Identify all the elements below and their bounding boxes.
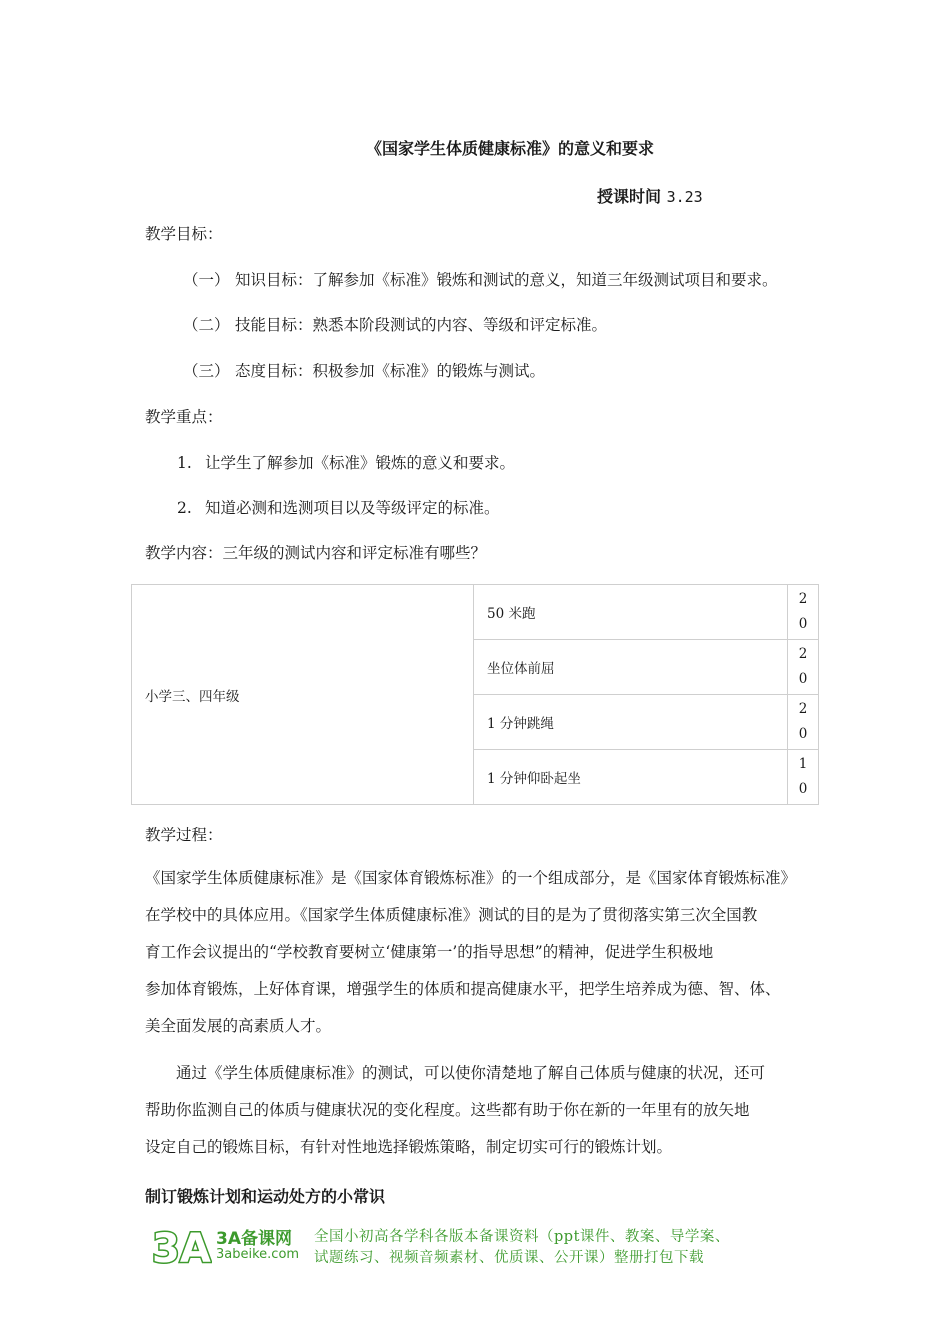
test-item-cell: 1 分钟仰卧起坐	[474, 750, 788, 805]
weight-digit: 0	[798, 781, 808, 797]
weight-cell	[788, 695, 819, 750]
weight-digit: 0	[798, 616, 808, 632]
paragraph-line: 育工作会议提出的“学校教育要树立‘健康第一’的指导思想”的精神，促进学生积极地	[145, 943, 714, 961]
keypoints-heading: 教学重点：	[145, 408, 223, 426]
objective-number: （二）	[183, 316, 230, 334]
weight-digit: 2	[798, 646, 808, 662]
weight-cell	[788, 640, 819, 695]
site-name: 3A备课网	[216, 1229, 292, 1249]
grade-cell: 小学三、四年级	[132, 585, 474, 805]
weight-digit: 2	[798, 701, 808, 717]
test-items-table	[131, 584, 819, 805]
banner-slogan-line-1: 全国小初高各学科各版本备课资料（ppt课件、教案、导学案、	[314, 1229, 730, 1245]
objectives-heading: 教学目标：	[145, 225, 223, 243]
test-item-cell: 坐位体前屈	[474, 640, 788, 695]
paragraph-line: 帮助你监测自己的体质与健康状况的变化程度。这些都有助于你在新的一年里有的放矢地	[145, 1101, 750, 1119]
keypoint-item	[177, 451, 515, 473]
section-subheading: 制订锻炼计划和运动处方的小常识	[145, 1187, 386, 1206]
objective-item	[183, 313, 607, 335]
objective-text: 知识目标：了解参加《标准》锻炼和测试的意义，知道三年级测试项目和要求。	[235, 271, 778, 289]
objective-number: （三）	[183, 362, 230, 380]
weight-digit: 0	[798, 671, 808, 687]
objective-item	[183, 268, 778, 290]
weight-cell	[788, 750, 819, 805]
paragraph-line: 参加体育锻炼，上好体育课，增强学生的体质和提高健康水平，把学生培养成为德、智、体、	[145, 980, 781, 998]
logo-mark-text: 3A	[152, 1226, 211, 1268]
lesson-date-label: 授课时间	[597, 187, 662, 206]
keypoint-text: 知道必测和选测项目以及等级评定的标准。	[205, 499, 500, 517]
weight-cell	[788, 585, 819, 640]
page-title: 《国家学生体质健康标准》的意义和要求	[365, 139, 654, 158]
lesson-date-value: 3.23	[666, 188, 703, 206]
objective-text: 技能目标：熟悉本阶段测试的内容、等级和评定标准。	[235, 316, 608, 334]
footer-banner[interactable]	[150, 1220, 810, 1270]
objective-number: （一）	[183, 271, 230, 289]
test-item-cell: 50 米跑	[474, 585, 788, 640]
keypoint-number: 1.	[177, 454, 192, 472]
objective-text: 态度目标：积极参加《标准》的锻炼与测试。	[235, 362, 546, 380]
3a-logo-icon	[150, 1222, 212, 1268]
process-heading: 教学过程：	[145, 826, 223, 844]
weight-digit: 1	[798, 756, 808, 772]
paragraph-line: 在学校中的具体应用。《国家学生体质健康标准》测试的目的是为了贯彻落实第三次全国教	[145, 906, 758, 924]
paragraph-line: 设定自己的锻炼目标，有针对性地选择锻炼策略，制定切实可行的锻炼计划。	[145, 1138, 673, 1156]
paragraph-line: 美全面发展的高素质人才。	[145, 1017, 332, 1035]
banner-slogan-line-2: 试题练习、视频音频素材、优质课、公开课）整册打包下载	[314, 1250, 704, 1266]
objective-item	[183, 359, 545, 381]
site-url[interactable]: 3abeike.com	[216, 1247, 300, 1262]
weight-digit: 0	[798, 726, 808, 742]
paragraph-line: 《国家学生体质健康标准》是《国家体育锻炼标准》的一个组成部分，是《国家体育锻炼标准》	[145, 869, 797, 887]
process-paragraph-1	[145, 860, 820, 1045]
keypoint-number: 2.	[177, 499, 192, 517]
teaching-content: 教学内容：三年级的测试内容和评定标准有哪些？	[145, 544, 487, 562]
keypoint-item	[177, 496, 500, 518]
lesson-date	[597, 184, 703, 207]
table-row	[132, 585, 819, 640]
weight-digit: 2	[798, 591, 808, 607]
process-paragraph-2	[145, 1055, 820, 1166]
paragraph-line: 通过《学生体质健康标准》的测试，可以使你清楚地了解自己体质与健康的状况，还可	[145, 1064, 766, 1082]
keypoint-text: 让学生了解参加《标准》锻炼的意义和要求。	[205, 454, 516, 472]
test-item-cell: 1 分钟跳绳	[474, 695, 788, 750]
